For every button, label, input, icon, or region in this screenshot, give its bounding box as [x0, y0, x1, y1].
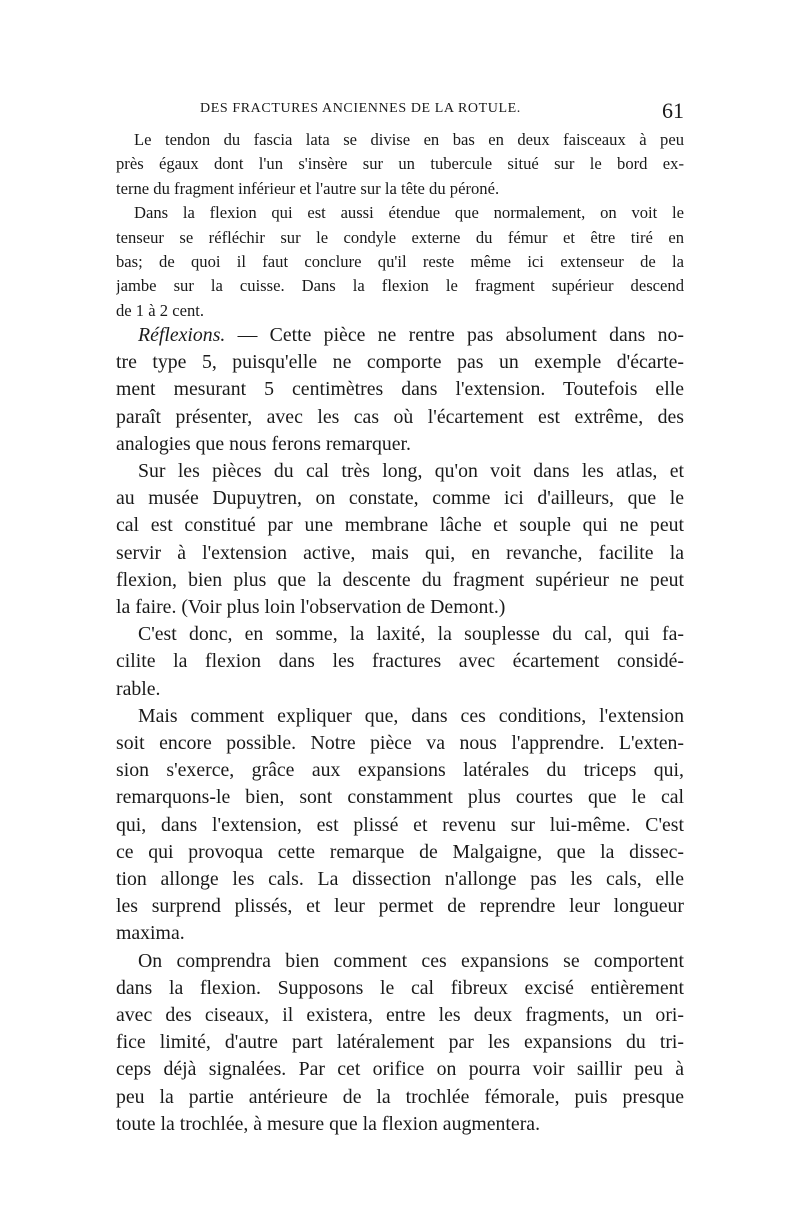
text-line: analogies que nous ferons remarquer.	[116, 432, 411, 455]
text-line: les surprend plissés, et leur permet de reprendre leur longueur	[116, 895, 684, 918]
running-title: DES FRACTURES ANCIENNES DE LA ROTULE.	[200, 101, 521, 116]
text-line: près égaux dont l'un s'insère sur un tubercule situé sur le bord ex-	[116, 154, 684, 174]
text-line: terne du fragment inférieur et l'autre sur la tête du péroné.	[116, 178, 500, 198]
text-line: soit encore possible. Notre pièce va nous l'apprendre. L'exten-	[116, 732, 684, 755]
text-line: ce qui provoqua cette remarque de Malgaigne, que la dissec-	[116, 840, 684, 863]
text-line: dans la flexion. Supposons le cal fibreux excisé entièrement	[116, 976, 684, 999]
text-line: peu la partie antérieure de la trochlée fémorale, puis presque	[116, 1085, 684, 1108]
text-line: maxima.	[116, 922, 185, 945]
text-line: de 1 à 2 cent.	[116, 300, 205, 320]
text-line: cal est constitué par une membrane lâche et souple qui ne peut	[116, 514, 684, 537]
text-line: sion s'exerce, grâce aux expansions latérales du triceps qui,	[116, 759, 684, 782]
text-line	[116, 322, 684, 349]
text-line: flexion, bien plus que la descente du fragment supérieur ne peut	[116, 568, 684, 591]
running-head	[116, 98, 684, 122]
text-line: ceps déjà signalées. Par cet orifice on pourra voir saillir peu à	[116, 1058, 684, 1081]
text-line: C'est donc, en somme, la laxité, la souplesse du cal, qui fa-	[138, 623, 684, 646]
text-line: On comprendra bien comment ces expansions se comportent	[138, 949, 684, 972]
reflexions-heading-rest: — Cette pièce ne rentre pas absolument dans no-	[225, 324, 684, 346]
text-line: paraît présenter, avec les cas où l'écartement est extrême, des	[116, 405, 684, 428]
text-line: rable.	[116, 677, 161, 700]
text-line: tion allonge les cals. La dissection n'allonge pas les cals, elle	[116, 868, 684, 891]
text-line: toute la trochlée, à mesure que la flexion augmentera.	[116, 1112, 541, 1135]
observation-paragraphs	[116, 128, 684, 323]
text-line: tre type 5, puisqu'elle ne comporte pas un exemple d'écarte-	[116, 351, 684, 374]
text-line: qui, dans l'extension, est plissé et revenu sur lui-même. C'est	[116, 813, 684, 836]
text-line: servir à l'extension active, mais qui, en revanche, facilite la	[116, 541, 684, 564]
text-line: fice limité, d'autre part latéralement par les expansions du tri-	[116, 1031, 684, 1054]
text-line: avec des ciseaux, il existera, entre les deux fragments, un ori-	[116, 1004, 684, 1027]
text-line: Sur les pièces du cal très long, qu'on voit dans les atlas, et	[138, 460, 684, 483]
text-line: la faire. (Voir plus loin l'observation de Demont.)	[116, 596, 506, 619]
reflexions-heading: Réflexions.	[138, 324, 226, 346]
text-line: tenseur se réfléchir sur le condyle externe du fémur et être tiré en	[116, 227, 684, 247]
text-line: remarquons-le bien, sont constamment plus courtes que le cal	[116, 786, 684, 809]
text-line: cilite la flexion dans les fractures avec écartement considé-	[116, 650, 684, 673]
reflexions-section	[116, 322, 684, 1138]
text-line: bas; de quoi il faut conclure qu'il reste même ici extenseur de la	[116, 252, 684, 272]
text-line: au musée Dupuytren, on constate, comme ici d'ailleurs, que le	[116, 487, 684, 510]
text-line: Mais comment expliquer que, dans ces conditions, l'extension	[138, 704, 684, 727]
page-number: 61	[662, 98, 684, 123]
text-line: ment mesurant 5 centimètres dans l'extension. Toutefois elle	[116, 378, 684, 401]
text-line: Dans la flexion qui est aussi étendue que normalement, on voit le	[134, 203, 684, 223]
text-line: jambe sur la cuisse. Dans la flexion le fragment supérieur descend	[116, 276, 684, 296]
text-line: Le tendon du fascia lata se divise en bas en deux faisceaux à peu	[134, 130, 684, 149]
